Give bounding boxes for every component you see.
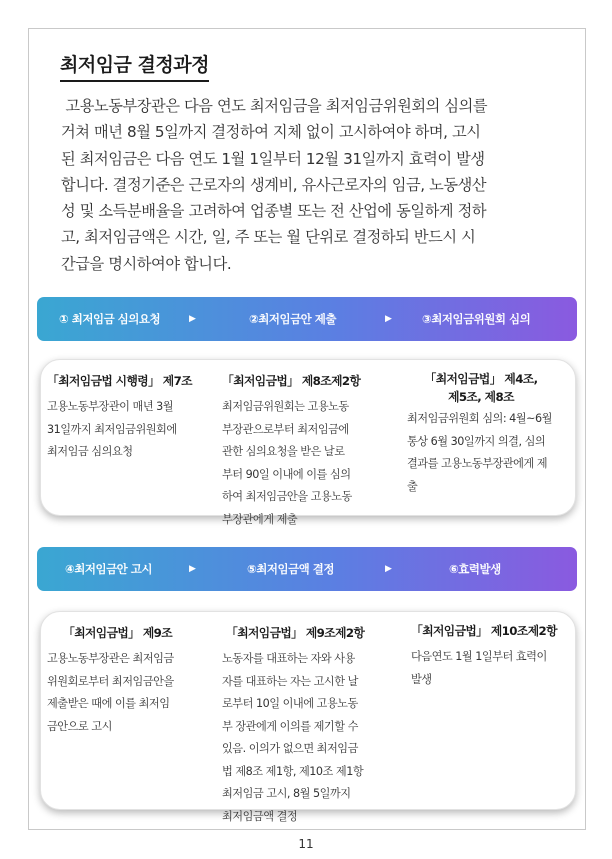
description-line: 노동자를 대표하는 자와 사용 bbox=[222, 652, 355, 665]
description-line: 최저임금 심의요청 bbox=[47, 445, 133, 458]
description-line: 있음. 이의가 없으면 최저임금 bbox=[222, 742, 358, 755]
description-line: 최저임금 고시, 8월 5일까지 bbox=[222, 787, 351, 800]
law-description bbox=[47, 396, 217, 464]
step-6-label: ⑥효력발생 bbox=[449, 562, 501, 576]
law-description bbox=[47, 648, 217, 738]
law-reference: 「최저임금법」 제9조 bbox=[63, 626, 173, 640]
card-column bbox=[47, 372, 217, 464]
step-4-label: ④최저임금안 고시 bbox=[65, 562, 153, 576]
step-bar-1 bbox=[37, 297, 577, 341]
description-line: 자를 대표하는 자는 고시한 날 bbox=[222, 674, 358, 688]
description-line: 부터 90일 이내에 이를 심의 bbox=[222, 467, 351, 481]
description-line: 부 장관에게 이의를 제기할 수 bbox=[222, 719, 358, 733]
description-line: 31일까지 최저임금위원회에 bbox=[47, 422, 177, 436]
description-line: 부장관에게 제출 bbox=[222, 512, 298, 526]
description-line: 출 bbox=[407, 479, 418, 493]
law-description bbox=[411, 646, 577, 691]
description-line: 최저임금위원회는 고용노동 bbox=[222, 400, 349, 413]
arrow-right-icon: ▶ bbox=[385, 564, 392, 574]
page-number: 11 bbox=[298, 837, 314, 851]
card-column bbox=[222, 624, 392, 828]
intro-line: 간급을 명시하여야 합니다. bbox=[61, 254, 232, 273]
card-column bbox=[407, 370, 577, 498]
step-bar-2 bbox=[37, 547, 577, 591]
arrow-right-icon: ▶ bbox=[385, 314, 392, 324]
law-description bbox=[222, 648, 392, 828]
step-1-label: ① 최저임금 심의요청 bbox=[59, 312, 161, 326]
intro-line: 고용노동부장관은 다음 연도 최저임금을 최저임금위원회의 심의를 bbox=[61, 97, 488, 115]
step-3-label: ③최저임금위원회 심의 bbox=[422, 312, 531, 326]
description-line: 위원회로부터 최저임금안을 bbox=[47, 674, 174, 688]
arrow-right-icon: ▶ bbox=[189, 314, 196, 324]
law-reference-line: 「최저임금법」 제4조, bbox=[424, 372, 538, 386]
intro-line: 된 최저임금은 다음 연도 1월 1일부터 12월 31일까지 효력이 발생 bbox=[61, 149, 485, 168]
law-reference: 「최저임금법」 제9조제2항 bbox=[226, 626, 365, 640]
law-reference bbox=[407, 370, 555, 406]
description-line: 고용노동부장관이 매년 3월 bbox=[47, 400, 174, 413]
intro-line: 거쳐 매년 8월 5일까지 결정하여 지체 없이 고시하여야 하며, 고시 bbox=[61, 123, 481, 142]
description-line: 다음연도 1월 1일부터 효력이 bbox=[411, 650, 547, 663]
description-line: 제출받은 때에 이를 최저임 bbox=[47, 697, 170, 710]
card-column bbox=[47, 624, 217, 738]
card-column bbox=[411, 622, 577, 691]
description-line: 고용노동부장관은 최저임금 bbox=[47, 652, 174, 665]
description-line: 관한 심의요청을 받은 날로 bbox=[222, 445, 345, 458]
law-reference: 「최저임금법」 제10조제2항 bbox=[411, 624, 557, 638]
step-2-label: ②최저임금안 제출 bbox=[249, 312, 337, 326]
law-description bbox=[222, 396, 392, 531]
law-card-1 bbox=[40, 359, 576, 526]
description-line: 하여 최저임금안을 고용노동 bbox=[222, 490, 352, 503]
intro-line: 성 및 소득분배율을 고려하여 업종별 또는 전 산업에 동일하게 정하 bbox=[61, 202, 487, 221]
law-description bbox=[407, 408, 577, 498]
description-line: 부장관으로부터 최저임금에 bbox=[222, 422, 349, 436]
card-column bbox=[222, 372, 392, 531]
description-line: 최저임금액 결정 bbox=[222, 809, 298, 823]
law-reference-line: 제5조, 제8조 bbox=[448, 390, 514, 404]
intro-paragraph bbox=[61, 93, 557, 277]
step-5-label: ⑤최저임금액 결정 bbox=[247, 562, 335, 576]
description-line: 법 제8조 제1항, 제10조 제1항 bbox=[222, 764, 364, 778]
intro-line: 고, 최저임금액은 시간, 일, 주 또는 월 단위로 결정하되 반드시 시 bbox=[61, 228, 476, 247]
law-reference: 「최저임금법」 제8조제2항 bbox=[222, 374, 361, 388]
description-line: 최저임금위원회 심의: 4월~6월 bbox=[407, 412, 552, 425]
description-line: 발생 bbox=[411, 672, 432, 686]
description-line: 결과를 고용노동부장관에게 제 bbox=[407, 457, 548, 470]
arrow-right-icon: ▶ bbox=[189, 564, 196, 574]
description-line: 통상 6월 30일까지 의결, 심의 bbox=[407, 434, 546, 448]
law-card-2 bbox=[40, 611, 576, 823]
description-line: 로부터 10일 이내에 고용노동 bbox=[222, 697, 358, 710]
description-line: 금안으로 고시 bbox=[47, 719, 112, 733]
page-title: 최저임금 결정과정 bbox=[60, 50, 209, 82]
law-reference: 「최저임금법 시행령」 제7조 bbox=[47, 374, 192, 388]
intro-line: 합니다. 결정기준은 근로자의 생계비, 유사근로자의 임금, 노동생산 bbox=[61, 175, 487, 194]
